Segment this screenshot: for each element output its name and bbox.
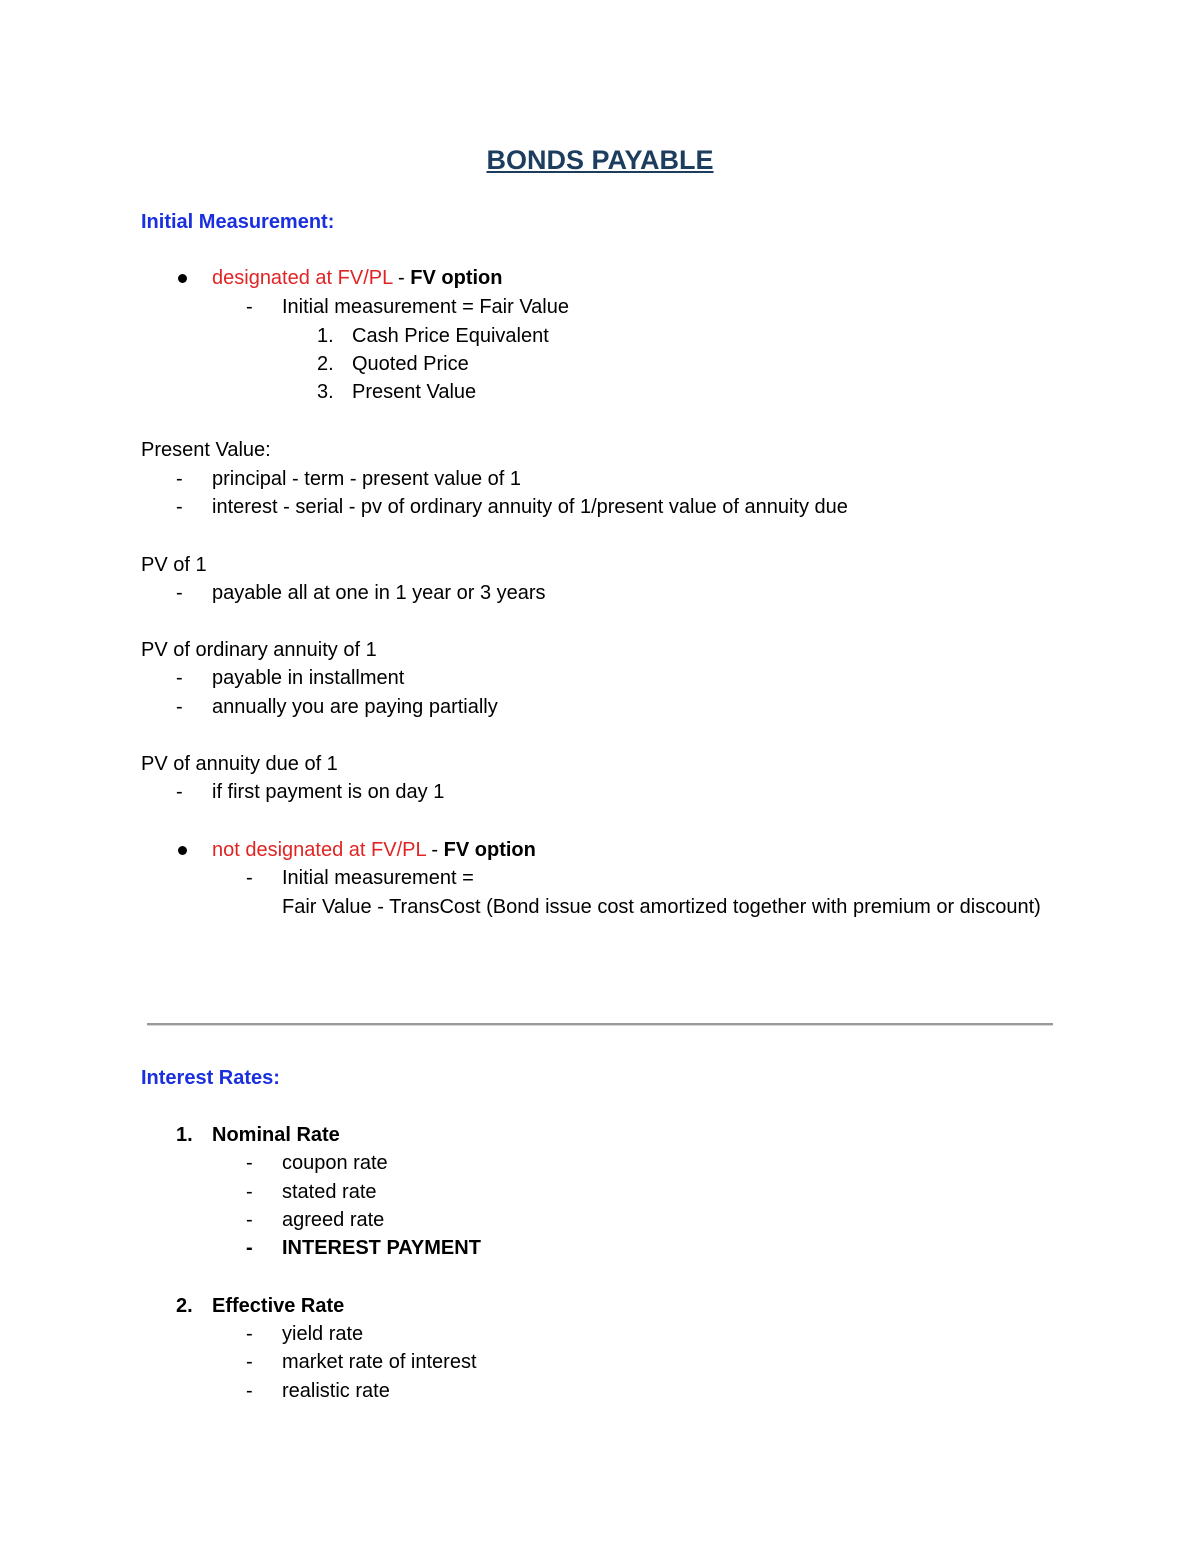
not-designated-label: not designated at FV/PL [212, 839, 426, 861]
list-number: 2. [317, 353, 334, 375]
dash-marker: - [246, 1181, 253, 1203]
present-value-heading: Present Value: [141, 439, 271, 461]
dash-marker: - [176, 468, 183, 490]
list-number: 1. [176, 1124, 193, 1146]
list-item: interest - serial - pv of ordinary annuity of 1/present value of annuity due [212, 496, 848, 518]
interest-rates-heading: Interest Rates: [141, 1067, 280, 1089]
bullet-dot [178, 846, 187, 855]
dash-marker: - [246, 1209, 253, 1231]
list-item: realistic rate [282, 1380, 390, 1402]
pv-ordinary-annuity-heading: PV of ordinary annuity of 1 [141, 639, 377, 661]
dash-marker: - [246, 867, 253, 889]
list-item: yield rate [282, 1323, 364, 1345]
list-item: if first payment is on day 1 [212, 781, 445, 803]
nominal-rate-heading: Nominal Rate [212, 1124, 340, 1146]
list-item: principal - term - present value of 1 [212, 468, 522, 490]
separator: - [392, 267, 411, 289]
dash-marker: - [246, 1152, 253, 1174]
initial-measurement-heading: Initial Measurement: [141, 211, 335, 233]
fair-value-transcost-text: Fair Value - TransCost (Bond issue cost amortized together with premium or discount) [282, 896, 1041, 918]
dash-marker: - [176, 496, 183, 518]
separator: - [425, 839, 444, 861]
dash-marker: - [176, 696, 183, 718]
dash-marker: - [246, 1323, 253, 1345]
list-number: 3. [317, 381, 334, 403]
pv-annuity-due-heading: PV of annuity due of 1 [141, 753, 338, 775]
page-title: BONDS PAYABLE [486, 145, 714, 175]
fv-option-label: FV option [410, 267, 503, 289]
list-item: payable all at one in 1 year or 3 years [212, 582, 546, 604]
initial-measurement-label: Initial measurement = [282, 867, 474, 889]
bullet-designated [212, 266, 502, 290]
list-item: stated rate [282, 1181, 377, 1203]
list-item: coupon rate [282, 1152, 388, 1174]
interest-payment-item: INTEREST PAYMENT [282, 1237, 481, 1259]
list-number: 1. [317, 325, 334, 347]
dash-marker: - [176, 667, 183, 689]
pv-of-1-heading: PV of 1 [141, 554, 207, 576]
dash-marker: - [246, 1380, 253, 1402]
list-item: Cash Price Equivalent [352, 325, 549, 347]
bullet-not-designated [212, 838, 536, 862]
horizontal-divider [147, 1023, 1053, 1026]
effective-rate-heading: Effective Rate [212, 1295, 345, 1317]
list-item: market rate of interest [282, 1351, 477, 1373]
list-item: payable in installment [212, 667, 405, 689]
dash-marker: - [176, 781, 183, 803]
list-item: agreed rate [282, 1209, 385, 1231]
designated-label: designated at FV/PL [212, 267, 393, 289]
dash-marker: - [246, 1351, 253, 1373]
dash-marker: - [246, 1237, 253, 1259]
list-number: 2. [176, 1295, 193, 1317]
initial-measurement-fair-value: Initial measurement = Fair Value [282, 296, 569, 318]
bullet-dot [178, 274, 187, 283]
fv-option-label: FV option [443, 839, 536, 861]
list-item: Quoted Price [352, 353, 469, 375]
list-item: annually you are paying partially [212, 696, 498, 718]
dash-marker: - [246, 296, 253, 318]
list-item: Present Value [352, 381, 477, 403]
dash-marker: - [176, 582, 183, 604]
